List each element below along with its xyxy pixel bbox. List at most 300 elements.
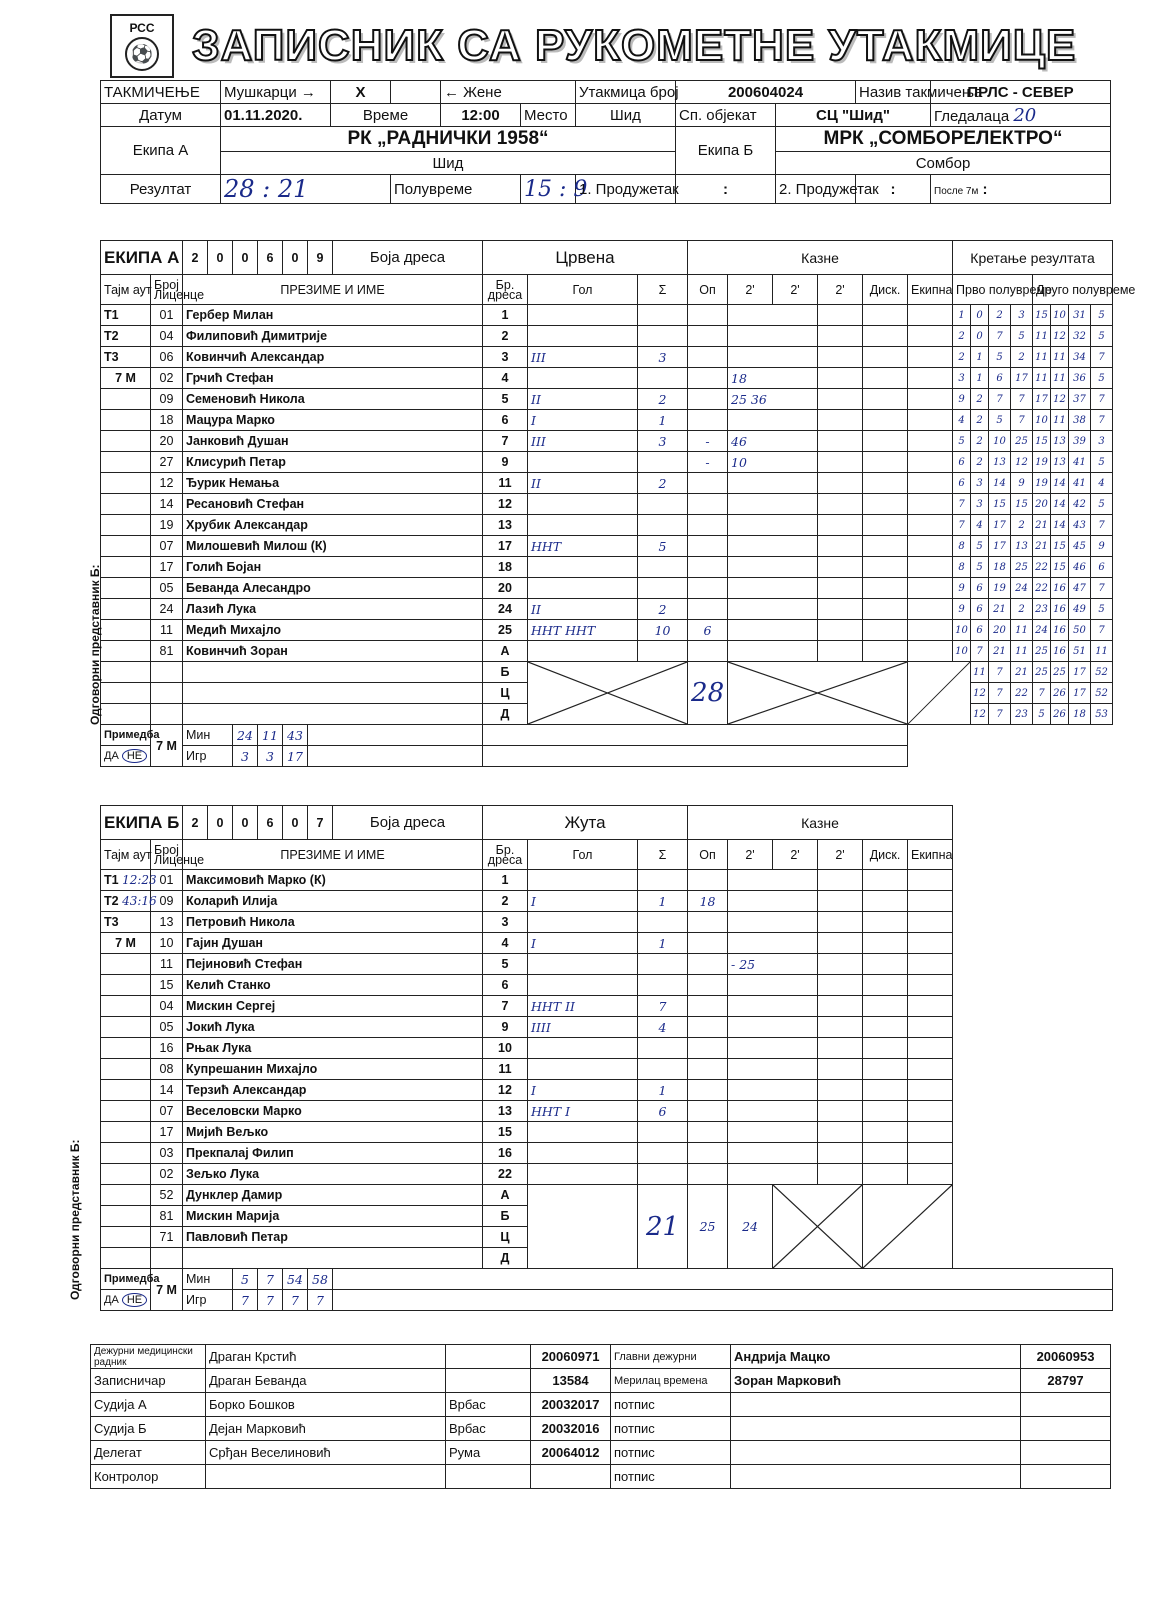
player-2min-1 [728,912,818,933]
score-flow-cell: 2 [971,452,989,473]
score-flow-cell: 45 [1069,536,1091,557]
player-expulsion [908,326,953,347]
score-flow-cell: 5 [1091,452,1113,473]
player-2min-3 [818,1038,863,1059]
report-title: ЗАПИСНИК СА РУКОМЕТНЕ УТАКМИЦЕ [192,21,1077,70]
seven-m-igr-label: Игр [183,1290,233,1311]
timeout-label: T1 [104,873,119,887]
official-role-label: Судија Б [91,1417,206,1441]
score-flow-cell: 2 [989,305,1011,326]
score-flow-cell: 13 [1051,452,1069,473]
score-flow-cell: 7 [1033,683,1051,704]
score-flow-cell: 43 [1069,515,1091,536]
player-expulsion [908,954,953,975]
score-flow-cell: 25 [1011,557,1033,578]
team-b-total-goals: 21 [638,1185,688,1269]
score-flow-cell: 22 [1033,578,1051,599]
timeout-header: Тајм аут [101,275,151,305]
player-jersey: 5 [483,954,528,975]
team-b-table [100,805,1113,1311]
official-sign-license [1021,1417,1111,1441]
player-goals: I [528,1080,638,1101]
player-jersey: 9 [483,452,528,473]
official-license [531,1465,611,1489]
seven-m-min-label: Мин [183,725,233,746]
score-flow-cell: 10 [953,620,971,641]
player-jersey: 16 [483,1143,528,1164]
score-flow-cell: 5 [1091,368,1113,389]
player-license: 13 [151,912,183,933]
player-license: 07 [151,536,183,557]
official-sign-license: 20060953 [1021,1345,1111,1369]
player-jersey: 4 [483,368,528,389]
player-expulsion [908,368,953,389]
official-letter: Ц [483,1227,528,1248]
score-flow-cell: 15 [1051,557,1069,578]
player-2min-3 [818,368,863,389]
table-row [101,912,1113,933]
player-license: 11 [151,620,183,641]
two-min-header-b3: 2' [818,840,863,870]
table-row [101,494,1113,515]
player-jersey: 1 [483,305,528,326]
player-license: 04 [151,326,183,347]
player-jersey: 6 [483,975,528,996]
score-flow-cell: 11 [1051,368,1069,389]
player-2min-1 [728,620,818,641]
player-goals [528,1038,638,1059]
official-name [183,683,483,704]
player-disq [863,431,908,452]
player-jersey: 18 [483,557,528,578]
official-city: Рума [446,1441,531,1465]
seven-m-igr-1: 7 [233,1290,258,1311]
score-flow-cell: 5 [989,410,1011,431]
player-license: 81 [151,641,183,662]
score-flow-cell: 22 [1011,683,1033,704]
official-role-label: Контролор [91,1465,206,1489]
score-flow-cell: 9 [953,599,971,620]
player-2min-3 [818,912,863,933]
player-2min-3 [818,473,863,494]
player-goal-sum: 1 [638,891,688,912]
player-goal-sum [638,912,688,933]
player-goal-sum: 1 [638,1080,688,1101]
player-jersey: 3 [483,912,528,933]
score-flow-cell: 15 [1033,431,1051,452]
official-license [151,662,183,683]
player-goal-sum: 2 [638,599,688,620]
score-flow-cell: 12 [971,704,989,725]
player-license: 27 [151,452,183,473]
time: 12:00 [441,104,521,127]
official-cell [101,1080,151,1101]
player-disq [863,557,908,578]
score-flow-cell: 41 [1069,452,1091,473]
table-row [101,347,1113,368]
two-min-header-3: 2' [818,275,863,305]
player-goals: II [528,473,638,494]
remark-yes[interactable]: ДА [104,1294,119,1306]
player-goal-sum: 6 [638,1101,688,1122]
team-b-name: МРК „СОМБОРЕЛЕКТРО“ [823,128,1063,149]
player-disq [863,975,908,996]
official-cell [101,996,151,1017]
table-row [101,746,1113,767]
remark-label: Примедба [101,1269,151,1290]
score-flow-cell: 8 [953,536,971,557]
official-cell [101,410,151,431]
seven-m-label: 7 М [101,368,151,389]
table-row [101,954,1113,975]
score-flow-cell: 5 [1091,494,1113,515]
official-license: 52 [151,1185,183,1206]
score-flow-cell: 15 [1011,494,1033,515]
player-expulsion [908,515,953,536]
player-name: Ђурик Немања [183,473,483,494]
remark-no[interactable]: НЕ [122,1293,147,1307]
official-license [151,1248,183,1269]
player-disq [863,891,908,912]
result: 28 : 21 [221,175,391,204]
score-flow-cell: 52 [1091,662,1113,683]
halftime-label: Полувреме [391,175,521,204]
score-flow-cell: 11 [1091,641,1113,662]
player-goals [528,975,638,996]
player-license: 16 [151,1038,183,1059]
second-half-header: Друго полувреме [1033,275,1113,305]
score-flow-cell: 10 [953,641,971,662]
player-name: Филиповић Димитрије [183,326,483,347]
player-goals: HHT II [528,996,638,1017]
player-expulsion [908,536,953,557]
player-2min-1 [728,599,818,620]
player-license: 17 [151,557,183,578]
player-name: Лазић Лука [183,599,483,620]
player-2min-1 [728,578,818,599]
player-2min-1 [728,473,818,494]
official-role-label: Записничар [91,1369,206,1393]
table-row [101,870,1113,891]
player-jersey: 10 [483,1038,528,1059]
official-cell [101,975,151,996]
official-name: Дејан Марковић [206,1417,446,1441]
score-flow-cell: 19 [1033,452,1051,473]
team-b-city: Сомбор [776,152,1111,175]
remark-yes[interactable]: ДА [104,750,119,762]
player-license: 14 [151,1080,183,1101]
official-cell [101,515,151,536]
timeout-time: 12:23 [122,873,157,887]
player-2min-1 [728,996,818,1017]
score-flow-cell: 17 [1069,662,1091,683]
official-license: 20060971 [531,1345,611,1369]
player-name: Ресановић Стефан [183,494,483,515]
player-license: 19 [151,515,183,536]
score-flow-cell: 14 [1051,473,1069,494]
player-disq [863,1017,908,1038]
ot2-label: 2. Продужетак [776,175,856,204]
remark-yes-no[interactable] [101,746,151,767]
player-jersey: 2 [483,326,528,347]
score-flow-cell: 11 [1033,326,1051,347]
player-2min-1 [728,1101,818,1122]
table-row [101,389,1113,410]
seven-m-min-4: 58 [308,1269,333,1290]
player-goals [528,557,638,578]
official-sign-name [731,1393,1021,1417]
ot1-label: 1. Продужетак [576,175,676,204]
player-name: Јанковић Душан [183,431,483,452]
official-sign-label: потпис [611,1441,731,1465]
score-flow-cell: 3 [971,494,989,515]
player-name: Коларић Илија [183,891,483,912]
player-jersey: 2 [483,891,528,912]
score-flow-cell: 21 [1033,536,1051,557]
score-flow-cell: 7 [1091,347,1113,368]
official-cell [101,599,151,620]
timeout-header-b: Тајм аут [101,840,151,870]
player-warning [688,494,728,515]
player-license: 02 [151,1164,183,1185]
player-disq [863,305,908,326]
score-flow-cell: 5 [971,536,989,557]
player-warning [688,1017,728,1038]
team-b-label: Екипа Б [676,127,776,175]
official-row [91,1345,1111,1369]
player-2min-1 [728,870,818,891]
table-row [101,1122,1113,1143]
player-disq [863,1080,908,1101]
score-flow-cell: 5 [953,431,971,452]
player-jersey: 9 [483,1017,528,1038]
player-license: 08 [151,1059,183,1080]
player-expulsion [908,494,953,515]
score-flow-cell: 6 [1091,557,1113,578]
seven-m-igr-4: 7 [308,1290,333,1311]
score-flow-cell: 17 [1069,683,1091,704]
official-sign-label: потпис [611,1393,731,1417]
player-expulsion [908,557,953,578]
score-flow-cell: 3 [1011,305,1033,326]
score-flow-cell: 3 [971,473,989,494]
official-row [91,1417,1111,1441]
competition-label: ТАКМИЧЕЊЕ [101,81,221,104]
player-2min-1 [728,305,818,326]
player-jersey: 25 [483,620,528,641]
score-flow-cell: 5 [971,557,989,578]
timeout-cell: T1 [101,305,151,326]
score-flow-cell: 19 [1033,473,1051,494]
player-2min-1 [728,326,818,347]
official-cell [101,431,151,452]
score-flow-cell: 10 [989,431,1011,452]
score-flow-cell: 26 [1051,704,1069,725]
remark-no[interactable]: НЕ [122,749,147,763]
player-license: 03 [151,1143,183,1164]
score-flow-cell: 15 [1051,536,1069,557]
player-jersey: 7 [483,431,528,452]
official-city [446,1369,531,1393]
official-cell [101,473,151,494]
player-license: 12 [151,473,183,494]
table-row [101,641,1113,662]
player-disq [863,410,908,431]
official-city: Врбас [446,1393,531,1417]
player-warning [688,389,728,410]
score-flow-cell: 6 [953,473,971,494]
table-row [101,326,1113,347]
player-warning [688,1038,728,1059]
player-warning [688,1143,728,1164]
score-flow-cell: 16 [1051,599,1069,620]
player-jersey: 7 [483,996,528,1017]
player-name: Милошевић Милош (К) [183,536,483,557]
seven-m-min-label: Мин [183,1269,233,1290]
score-flow-cell: 9 [1091,536,1113,557]
player-expulsion [908,578,953,599]
score-flow-cell: 6 [989,368,1011,389]
name-header-b: ПРЕЗИМЕ И ИМЕ [183,840,483,870]
player-2min-3 [818,1143,863,1164]
table-row [101,515,1113,536]
official-license: 71 [151,1227,183,1248]
player-name: Веселовски Марко [183,1101,483,1122]
table-row [101,620,1113,641]
score-flow-cell: 7 [989,683,1011,704]
player-name: Мацура Марко [183,410,483,431]
result-label: Резултат [101,175,221,204]
official-letter: Д [483,704,528,725]
disq-cross-box [863,1185,953,1269]
score-flow-cell: 1 [953,305,971,326]
official-role-label: Дежурни медицински радник [91,1345,206,1369]
player-expulsion [908,912,953,933]
official-license [151,704,183,725]
team-a-label: ЕКИПА А [101,241,183,275]
official-sign-license [1021,1465,1111,1489]
score-flow-cell: 25 [1033,641,1051,662]
player-expulsion [908,452,953,473]
player-license: 01 [151,305,183,326]
seven-m-label: 7 М [101,933,151,954]
score-flow-cell: 16 [1051,641,1069,662]
player-disq [863,536,908,557]
score-flow-cell: 24 [1011,578,1033,599]
player-goal-sum [638,557,688,578]
score-flow-cell: 5 [1011,326,1033,347]
player-expulsion [908,1164,953,1185]
player-expulsion [908,473,953,494]
timeout-cell: T2 [101,326,151,347]
score-flow-cell: 7 [953,515,971,536]
team-a-city: Шид [221,152,676,175]
timeout-cell [101,870,157,891]
player-2min-3 [818,975,863,996]
player-jersey: 15 [483,1122,528,1143]
player-warning [688,912,728,933]
score-flow-cell: 11 [1011,641,1033,662]
player-name: Јокић Лука [183,1017,483,1038]
player-disq [863,347,908,368]
player-name: Терзић Александар [183,1080,483,1101]
score-flow-cell: 10 [1033,410,1051,431]
player-2min-1 [728,891,818,912]
player-expulsion [908,599,953,620]
official-cell [101,704,151,725]
sum-header-b: Σ [638,840,688,870]
player-jersey: 24 [483,599,528,620]
player-2min-1 [728,494,818,515]
score-flow-cell: 11 [1051,410,1069,431]
license-header: Број Лиценце [151,275,183,305]
official-cell [101,1164,151,1185]
player-name: Келић Станко [183,975,483,996]
player-expulsion [908,347,953,368]
date-label: Датум [101,104,221,127]
player-name: Медић Михајло [183,620,483,641]
table-row [101,305,1113,326]
score-flow-cell: 13 [1011,536,1033,557]
team-a-code-4: 6 [258,241,283,275]
table-row [101,1185,1113,1206]
table-row [101,891,1113,912]
score-flow-cell: 53 [1091,704,1113,725]
official-cell [101,662,151,683]
player-goal-sum [638,1059,688,1080]
score-flow-cell: 12 [1011,452,1033,473]
player-2min-3 [818,1122,863,1143]
penalties-cross-box [728,662,908,725]
player-expulsion [908,641,953,662]
team-a-label: Екипа А [101,127,221,175]
score-flow-cell: 2 [1011,347,1033,368]
score-flow-cell: 16 [1051,620,1069,641]
player-disq [863,599,908,620]
player-name: Зељко Лука [183,1164,483,1185]
player-jersey: 1 [483,870,528,891]
logo-text: РСС [129,21,155,35]
score-flow-cell: 13 [1051,431,1069,452]
player-warning [688,1059,728,1080]
score-flow-cell: 11 [1033,347,1051,368]
two-min-header-2: 2' [773,275,818,305]
player-goal-sum [638,870,688,891]
player-disq [863,870,908,891]
player-2min-1: 46 [728,431,818,452]
player-name: Ковинчић Зоран [183,641,483,662]
player-2min-3 [818,1164,863,1185]
player-license: 10 [151,933,183,954]
score-flow-cell: 1 [971,368,989,389]
remark-yes-no[interactable] [101,1290,151,1311]
player-disq [863,452,908,473]
player-disq [863,515,908,536]
player-goals: I [528,891,638,912]
timeout-cell [101,891,157,912]
seven-m-min-2: 11 [258,725,283,746]
player-warning [688,536,728,557]
player-goal-sum: 3 [638,347,688,368]
score-flow-cell: 6 [971,599,989,620]
expulsion-header-b: Екипна [908,840,953,870]
player-goals: HHT HHT [528,620,638,641]
jersey-header-b: Бр. дреса [483,840,528,870]
player-goal-sum [638,494,688,515]
player-goal-sum [638,1143,688,1164]
score-flow-cell: 2 [953,326,971,347]
score-flow-cell: 5 [1091,326,1113,347]
